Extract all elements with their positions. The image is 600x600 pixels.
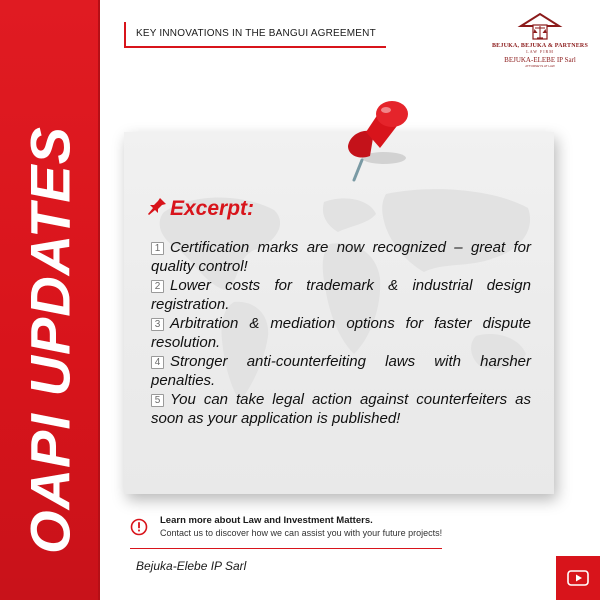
number-badge: 2 bbox=[151, 280, 164, 293]
list-item bbox=[151, 352, 531, 390]
footer-divider bbox=[130, 548, 442, 549]
list-item bbox=[151, 276, 531, 314]
sidebar bbox=[0, 0, 100, 600]
number-badge: 3 bbox=[151, 318, 164, 331]
play-icon bbox=[567, 570, 589, 586]
excerpt-points-list bbox=[151, 238, 531, 428]
pushpin-small-icon bbox=[146, 196, 168, 216]
header-accent-tick bbox=[124, 22, 126, 48]
point-text: Arbitration & mediation options for faster dispute resolution. bbox=[151, 315, 531, 351]
exclamation-circle-icon bbox=[130, 518, 148, 536]
scales-of-justice-icon bbox=[517, 12, 563, 42]
logo-company: BEJUKA-ELEBE IP Sarl bbox=[504, 56, 576, 64]
excerpt-title: Excerpt: bbox=[170, 197, 255, 220]
logo-subtitle: LAW FIRM bbox=[526, 49, 554, 54]
play-button[interactable] bbox=[556, 556, 600, 600]
point-text: Certification marks are now recognized – great for quality control! bbox=[151, 239, 531, 275]
number-badge: 5 bbox=[151, 394, 164, 407]
header-underline bbox=[124, 46, 386, 48]
list-item bbox=[151, 238, 531, 276]
point-text: You can take legal action against counterfeiters as soon as your application is published! bbox=[151, 391, 531, 427]
point-text: Stronger anti-counterfeiting laws with harsher penalties. bbox=[151, 353, 531, 389]
logo-firm-name: BEJUKA, BEJUKA & PARTNERS bbox=[491, 43, 589, 49]
header-title: KEY INNOVATIONS IN THE BANGUI AGREEMENT bbox=[136, 28, 376, 39]
pushpin-icon bbox=[340, 98, 420, 188]
firm-logo bbox=[490, 12, 590, 92]
company-name: Bejuka-Elebe IP Sarl bbox=[136, 559, 247, 573]
footer-headline: Learn more about Law and Investment Matters. bbox=[160, 515, 373, 526]
number-badge: 1 bbox=[151, 242, 164, 255]
list-item bbox=[151, 314, 531, 352]
sidebar-title: OAPI UPDATES bbox=[18, 126, 82, 554]
logo-tagline: ATTORNEYS AT LAW bbox=[525, 64, 555, 68]
number-badge: 4 bbox=[151, 356, 164, 369]
footer-subline: Contact us to discover how we can assist you with your future projects! bbox=[160, 528, 443, 538]
list-item bbox=[151, 390, 531, 428]
point-text: Lower costs for trademark & industrial design registration. bbox=[151, 277, 531, 313]
